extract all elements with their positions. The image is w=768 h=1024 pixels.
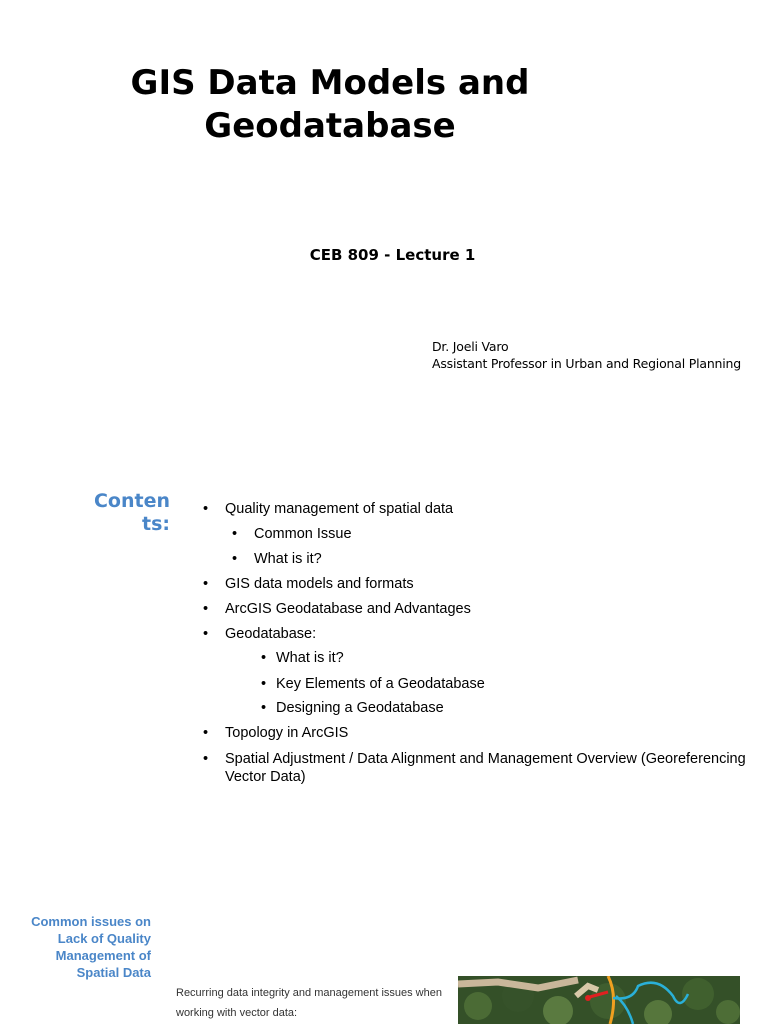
- bullet-icon: •: [232, 551, 238, 567]
- contents-heading-line: Conten: [93, 490, 170, 512]
- section-body-text: Recurring data integrity and management issues when working with vector data:: [176, 987, 442, 1019]
- contents-item-text: Key Elements of a Geodatabase: [276, 676, 485, 692]
- bullet-icon: •: [261, 676, 267, 692]
- bullet-icon: •: [203, 725, 209, 741]
- bullet-icon: •: [232, 526, 238, 542]
- aerial-map-image: [458, 976, 740, 1024]
- contents-item-text: What is it?: [254, 551, 322, 567]
- bullet-icon: •: [261, 700, 267, 716]
- author-title: Assistant Professor in Urban and Regional Planning: [432, 356, 742, 371]
- contents-item-text: GIS data models and formats: [225, 576, 414, 592]
- contents-item-text: ArcGIS Geodatabase and Advantages: [225, 601, 471, 617]
- bullet-icon: •: [203, 501, 209, 517]
- bullet-icon: •: [203, 576, 209, 592]
- contents-item-text: Designing a Geodatabase: [276, 700, 444, 716]
- slide-subtitle: CEB 809 - Lecture 1: [309, 246, 476, 264]
- contents-item-text: Common Issue: [254, 526, 352, 542]
- bullet-icon: •: [203, 751, 209, 767]
- slide-title-line: Geodatabase: [204, 106, 456, 146]
- contents-heading-line: ts:: [142, 513, 170, 535]
- slide-title: [60, 62, 600, 148]
- bullet-icon: •: [261, 650, 267, 666]
- contents-item-text: Geodatabase:: [225, 626, 317, 642]
- slide-title-line: GIS Data Models and: [130, 63, 530, 103]
- contents-item-text: What is it?: [276, 650, 344, 666]
- author-name: Dr. Joeli Varo: [432, 339, 509, 354]
- contents-heading: [60, 490, 170, 536]
- author-block: [432, 338, 741, 372]
- contents-item-text: Spatial Adjustment / Data Alignment and Management Overview (Georeferencing Vector Data): [225, 751, 746, 785]
- section-heading: Common issues on Lack of Quality Management of Spatial Data: [31, 914, 151, 980]
- contents-item-text: Quality management of spatial data: [225, 501, 454, 517]
- contents-item-text: Topology in ArcGIS: [225, 725, 349, 741]
- bullet-icon: •: [203, 601, 209, 617]
- bullet-icon: •: [203, 626, 209, 642]
